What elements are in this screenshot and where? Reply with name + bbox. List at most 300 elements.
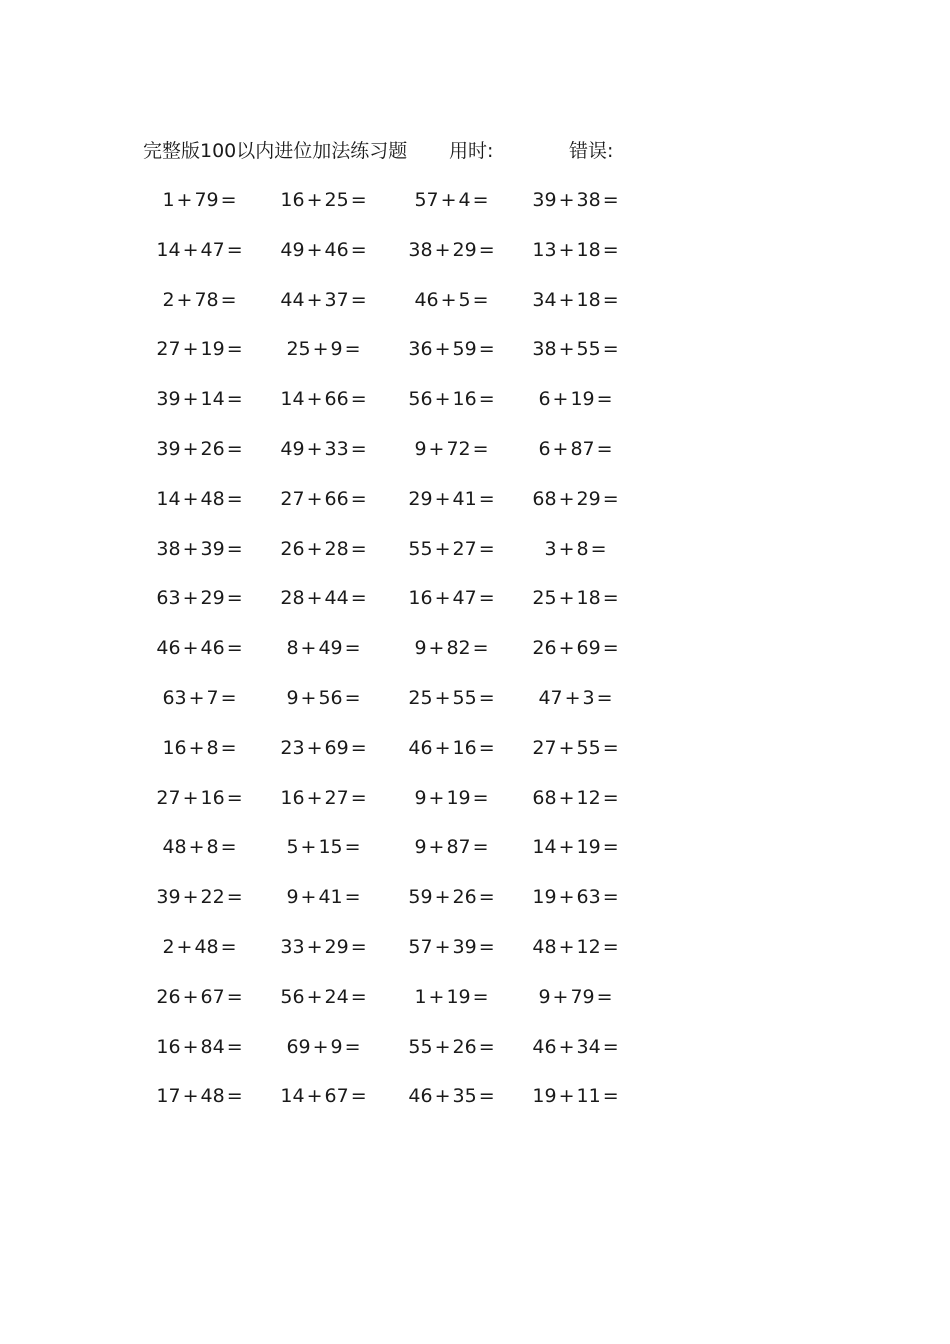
addend-a: 1: [414, 985, 427, 1008]
problem-row: [0, 429, 950, 479]
plus-sign: +: [306, 487, 323, 510]
equals-sign: =: [472, 786, 489, 809]
equals-sign: =: [602, 288, 619, 311]
plus-sign: +: [558, 786, 575, 809]
addition-problem: [519, 1076, 634, 1116]
addend-b: 8: [576, 537, 589, 560]
addition-problem: [519, 877, 634, 917]
plus-sign: +: [434, 886, 451, 909]
addition-problem: [143, 578, 258, 618]
plus-sign: +: [434, 388, 451, 411]
addend-a: 68: [532, 487, 557, 510]
plus-sign: +: [434, 935, 451, 958]
equals-sign: =: [226, 437, 243, 460]
addition-problem: [143, 827, 258, 867]
addend-a: 46: [532, 1035, 557, 1058]
addend-b: 47: [200, 238, 225, 261]
equals-sign: =: [226, 786, 243, 809]
plus-sign: +: [182, 537, 199, 560]
equals-sign: =: [226, 886, 243, 909]
plus-sign: +: [552, 985, 569, 1008]
addition-problem: [519, 678, 634, 718]
plus-sign: +: [188, 836, 205, 859]
addend-a: 1: [162, 189, 175, 211]
addend-a: 5: [286, 836, 299, 859]
equals-sign: =: [602, 1085, 619, 1108]
addition-problem: [143, 1027, 258, 1067]
equals-sign: =: [226, 338, 243, 361]
addition-problem: [395, 479, 510, 519]
addend-a: 38: [532, 338, 557, 361]
equals-sign: =: [226, 985, 243, 1008]
equals-sign: =: [478, 587, 495, 610]
addition-problem: [143, 927, 258, 967]
worksheet-header: [143, 137, 663, 165]
addend-b: 48: [194, 935, 219, 958]
addition-problem: [267, 429, 382, 469]
errors-label: 错误:: [569, 140, 614, 162]
addend-a: 46: [156, 637, 181, 660]
equals-sign: =: [220, 288, 237, 311]
addend-b: 3: [582, 686, 595, 709]
addition-problem: [519, 977, 634, 1017]
addition-problem: [143, 728, 258, 768]
addend-a: 27: [156, 786, 181, 809]
equals-sign: =: [472, 437, 489, 460]
plus-sign: +: [434, 686, 451, 709]
addend-b: 48: [200, 487, 225, 510]
addend-a: 48: [162, 836, 187, 859]
plus-sign: +: [306, 238, 323, 261]
addend-a: 19: [532, 1085, 557, 1108]
addition-problem: [395, 1027, 510, 1067]
addend-a: 6: [538, 388, 551, 411]
addend-b: 8: [206, 836, 219, 859]
addend-b: 5: [458, 288, 471, 311]
plus-sign: +: [306, 736, 323, 759]
plus-sign: +: [176, 288, 193, 311]
equals-sign: =: [602, 1035, 619, 1058]
addend-a: 9: [414, 786, 427, 809]
addend-b: 14: [200, 388, 225, 411]
addend-a: 46: [408, 1085, 433, 1108]
equals-sign: =: [478, 686, 495, 709]
addend-b: 19: [570, 388, 595, 411]
addend-b: 8: [206, 736, 219, 759]
equals-sign: =: [602, 637, 619, 660]
plus-sign: +: [182, 786, 199, 809]
addition-problem: [395, 728, 510, 768]
addend-b: 87: [446, 836, 471, 859]
plus-sign: +: [182, 985, 199, 1008]
addend-b: 66: [324, 487, 349, 510]
addend-b: 63: [576, 886, 601, 909]
addend-a: 27: [280, 487, 305, 510]
plus-sign: +: [182, 1085, 199, 1108]
plus-sign: +: [182, 238, 199, 261]
addend-b: 16: [452, 736, 477, 759]
plus-sign: +: [306, 587, 323, 610]
plus-sign: +: [306, 985, 323, 1008]
addition-problem: [267, 180, 382, 220]
problem-grid: [0, 180, 950, 1126]
addend-b: 38: [576, 189, 601, 211]
plus-sign: +: [428, 786, 445, 809]
addition-problem: [267, 1076, 382, 1116]
addend-a: 39: [156, 886, 181, 909]
plus-sign: +: [558, 288, 575, 311]
plus-sign: +: [434, 238, 451, 261]
equals-sign: =: [602, 587, 619, 610]
plus-sign: +: [434, 338, 451, 361]
addition-problem: [395, 778, 510, 818]
plus-sign: +: [306, 189, 323, 211]
addition-problem: [267, 479, 382, 519]
equals-sign: =: [602, 786, 619, 809]
addend-a: 59: [408, 886, 433, 909]
addend-b: 4: [458, 189, 471, 211]
problem-row: [0, 1076, 950, 1126]
plus-sign: +: [300, 886, 317, 909]
addend-a: 38: [408, 238, 433, 261]
plus-sign: +: [306, 935, 323, 958]
addend-b: 48: [200, 1085, 225, 1108]
addend-a: 48: [532, 935, 557, 958]
equals-sign: =: [344, 637, 361, 660]
equals-sign: =: [350, 786, 367, 809]
addition-problem: [267, 778, 382, 818]
equals-sign: =: [596, 985, 613, 1008]
plus-sign: +: [188, 736, 205, 759]
addend-a: 69: [286, 1035, 311, 1058]
plus-sign: +: [564, 686, 581, 709]
addend-b: 16: [200, 786, 225, 809]
addend-a: 49: [280, 437, 305, 460]
equals-sign: =: [478, 537, 495, 560]
plus-sign: +: [558, 587, 575, 610]
problem-row: [0, 877, 950, 927]
addend-a: 9: [286, 686, 299, 709]
addend-b: 47: [452, 587, 477, 610]
plus-sign: +: [428, 836, 445, 859]
addend-b: 39: [452, 935, 477, 958]
addend-a: 27: [156, 338, 181, 361]
addition-problem: [395, 329, 510, 369]
addend-a: 57: [414, 189, 439, 211]
addition-problem: [519, 329, 634, 369]
equals-sign: =: [602, 736, 619, 759]
addition-problem: [519, 230, 634, 270]
addend-a: 9: [414, 437, 427, 460]
plus-sign: +: [306, 537, 323, 560]
equals-sign: =: [478, 388, 495, 411]
problem-row: [0, 728, 950, 778]
plus-sign: +: [558, 338, 575, 361]
plus-sign: +: [558, 1085, 575, 1108]
plus-sign: +: [434, 1035, 451, 1058]
addend-a: 56: [408, 388, 433, 411]
addition-problem: [519, 180, 634, 220]
addend-a: 44: [280, 288, 305, 311]
plus-sign: +: [182, 886, 199, 909]
equals-sign: =: [350, 736, 367, 759]
addend-a: 55: [408, 537, 433, 560]
addend-b: 41: [452, 487, 477, 510]
addend-b: 26: [200, 437, 225, 460]
problem-row: [0, 479, 950, 529]
addend-a: 68: [532, 786, 557, 809]
addition-problem: [267, 728, 382, 768]
plus-sign: +: [306, 288, 323, 311]
plus-sign: +: [440, 189, 457, 211]
equals-sign: =: [344, 686, 361, 709]
addition-problem: [519, 927, 634, 967]
equals-sign: =: [220, 836, 237, 859]
problem-row: [0, 628, 950, 678]
equals-sign: =: [472, 836, 489, 859]
plus-sign: +: [558, 1035, 575, 1058]
addend-a: 34: [532, 288, 557, 311]
plus-sign: +: [434, 587, 451, 610]
equals-sign: =: [478, 338, 495, 361]
problem-row: [0, 180, 950, 230]
addition-problem: [143, 329, 258, 369]
addend-b: 35: [452, 1085, 477, 1108]
addend-a: 26: [156, 985, 181, 1008]
addend-a: 27: [532, 736, 557, 759]
problem-row: [0, 280, 950, 330]
addition-problem: [519, 529, 634, 569]
equals-sign: =: [226, 587, 243, 610]
addend-b: 66: [324, 388, 349, 411]
addend-b: 82: [446, 637, 471, 660]
equals-sign: =: [478, 487, 495, 510]
addend-a: 9: [538, 985, 551, 1008]
addend-b: 87: [570, 437, 595, 460]
equals-sign: =: [220, 736, 237, 759]
equals-sign: =: [226, 487, 243, 510]
equals-sign: =: [472, 189, 489, 211]
addend-b: 39: [200, 537, 225, 560]
equals-sign: =: [478, 935, 495, 958]
problem-row: [0, 927, 950, 977]
plus-sign: +: [182, 587, 199, 610]
addend-a: 23: [280, 736, 305, 759]
addend-a: 33: [280, 935, 305, 958]
addend-a: 63: [162, 686, 187, 709]
addend-b: 28: [324, 537, 349, 560]
plus-sign: +: [558, 935, 575, 958]
addend-b: 49: [318, 637, 343, 660]
addend-a: 14: [280, 1085, 305, 1108]
plus-sign: +: [552, 388, 569, 411]
addition-problem: [143, 678, 258, 718]
addend-a: 9: [414, 836, 427, 859]
addition-problem: [267, 280, 382, 320]
addend-b: 29: [576, 487, 601, 510]
addend-b: 7: [206, 686, 219, 709]
addition-problem: [519, 728, 634, 768]
addend-b: 18: [576, 587, 601, 610]
addition-problem: [395, 280, 510, 320]
addend-a: 39: [156, 388, 181, 411]
addend-b: 55: [576, 736, 601, 759]
addend-b: 26: [452, 1035, 477, 1058]
plus-sign: +: [434, 1085, 451, 1108]
addend-a: 14: [156, 238, 181, 261]
equals-sign: =: [350, 985, 367, 1008]
addend-b: 69: [324, 736, 349, 759]
plus-sign: +: [176, 935, 193, 958]
equals-sign: =: [350, 238, 367, 261]
plus-sign: +: [188, 686, 205, 709]
addend-b: 46: [200, 637, 225, 660]
plus-sign: +: [434, 537, 451, 560]
addend-b: 78: [194, 288, 219, 311]
plus-sign: +: [558, 537, 575, 560]
plus-sign: +: [182, 388, 199, 411]
addition-problem: [395, 877, 510, 917]
addend-b: 67: [200, 985, 225, 1008]
plus-sign: +: [558, 189, 575, 211]
addition-problem: [519, 280, 634, 320]
addend-a: 49: [280, 238, 305, 261]
addition-problem: [395, 1076, 510, 1116]
equals-sign: =: [350, 388, 367, 411]
addend-b: 18: [576, 288, 601, 311]
addition-problem: [267, 977, 382, 1017]
equals-sign: =: [478, 736, 495, 759]
addend-a: 9: [286, 886, 299, 909]
addend-b: 22: [200, 886, 225, 909]
addend-a: 36: [408, 338, 433, 361]
addend-b: 29: [452, 238, 477, 261]
plus-sign: +: [312, 338, 329, 361]
addend-a: 46: [414, 288, 439, 311]
plus-sign: +: [306, 1085, 323, 1108]
equals-sign: =: [602, 935, 619, 958]
equals-sign: =: [350, 288, 367, 311]
addition-problem: [143, 230, 258, 270]
addition-problem: [395, 529, 510, 569]
addition-problem: [267, 927, 382, 967]
addition-problem: [519, 379, 634, 419]
plus-sign: +: [182, 338, 199, 361]
equals-sign: =: [350, 189, 367, 211]
addend-b: 19: [576, 836, 601, 859]
addend-b: 26: [452, 886, 477, 909]
addition-problem: [395, 379, 510, 419]
addend-a: 39: [156, 437, 181, 460]
equals-sign: =: [344, 836, 361, 859]
addition-problem: [519, 578, 634, 618]
equals-sign: =: [478, 886, 495, 909]
addition-problem: [267, 678, 382, 718]
addend-a: 6: [538, 437, 551, 460]
equals-sign: =: [478, 238, 495, 261]
addition-problem: [267, 877, 382, 917]
addend-b: 27: [452, 537, 477, 560]
equals-sign: =: [226, 637, 243, 660]
equals-sign: =: [226, 238, 243, 261]
addend-a: 63: [156, 587, 181, 610]
addend-a: 46: [408, 736, 433, 759]
addend-b: 15: [318, 836, 343, 859]
equals-sign: =: [596, 437, 613, 460]
plus-sign: +: [558, 238, 575, 261]
equals-sign: =: [226, 1085, 243, 1108]
addend-b: 29: [200, 587, 225, 610]
addition-problem: [143, 379, 258, 419]
addend-b: 19: [200, 338, 225, 361]
plus-sign: +: [312, 1035, 329, 1058]
addend-b: 12: [576, 935, 601, 958]
problem-row: [0, 977, 950, 1027]
plus-sign: +: [300, 836, 317, 859]
problem-row: [0, 778, 950, 828]
equals-sign: =: [226, 537, 243, 560]
addend-a: 26: [280, 537, 305, 560]
plus-sign: +: [428, 437, 445, 460]
addend-a: 38: [156, 537, 181, 560]
plus-sign: +: [182, 437, 199, 460]
equals-sign: =: [596, 686, 613, 709]
equals-sign: =: [478, 1035, 495, 1058]
addition-problem: [267, 578, 382, 618]
addend-a: 3: [544, 537, 557, 560]
plus-sign: +: [558, 637, 575, 660]
addend-a: 16: [156, 1035, 181, 1058]
equals-sign: =: [472, 637, 489, 660]
addend-a: 39: [532, 189, 557, 211]
addend-a: 17: [156, 1085, 181, 1108]
addend-a: 56: [280, 985, 305, 1008]
equals-sign: =: [472, 985, 489, 1008]
addition-problem: [395, 628, 510, 668]
equals-sign: =: [350, 487, 367, 510]
equals-sign: =: [590, 537, 607, 560]
addition-problem: [395, 230, 510, 270]
equals-sign: =: [602, 836, 619, 859]
addition-problem: [395, 927, 510, 967]
plus-sign: +: [428, 985, 445, 1008]
equals-sign: =: [350, 1085, 367, 1108]
problem-row: [0, 529, 950, 579]
addend-b: 16: [452, 388, 477, 411]
equals-sign: =: [602, 886, 619, 909]
time-used-label: 用时:: [449, 140, 494, 162]
equals-sign: =: [226, 1035, 243, 1058]
problem-row: [0, 230, 950, 280]
plus-sign: +: [428, 637, 445, 660]
plus-sign: +: [306, 388, 323, 411]
addition-problem: [267, 329, 382, 369]
addend-a: 16: [162, 736, 187, 759]
addition-problem: [143, 1076, 258, 1116]
addend-a: 9: [414, 637, 427, 660]
problem-row: [0, 329, 950, 379]
addition-problem: [267, 230, 382, 270]
addend-a: 25: [286, 338, 311, 361]
addition-problem: [395, 578, 510, 618]
addend-a: 29: [408, 487, 433, 510]
equals-sign: =: [478, 1085, 495, 1108]
addend-b: 9: [330, 1035, 343, 1058]
addend-a: 16: [408, 587, 433, 610]
addend-b: 25: [324, 189, 349, 211]
addition-problem: [143, 280, 258, 320]
addend-a: 2: [162, 935, 175, 958]
